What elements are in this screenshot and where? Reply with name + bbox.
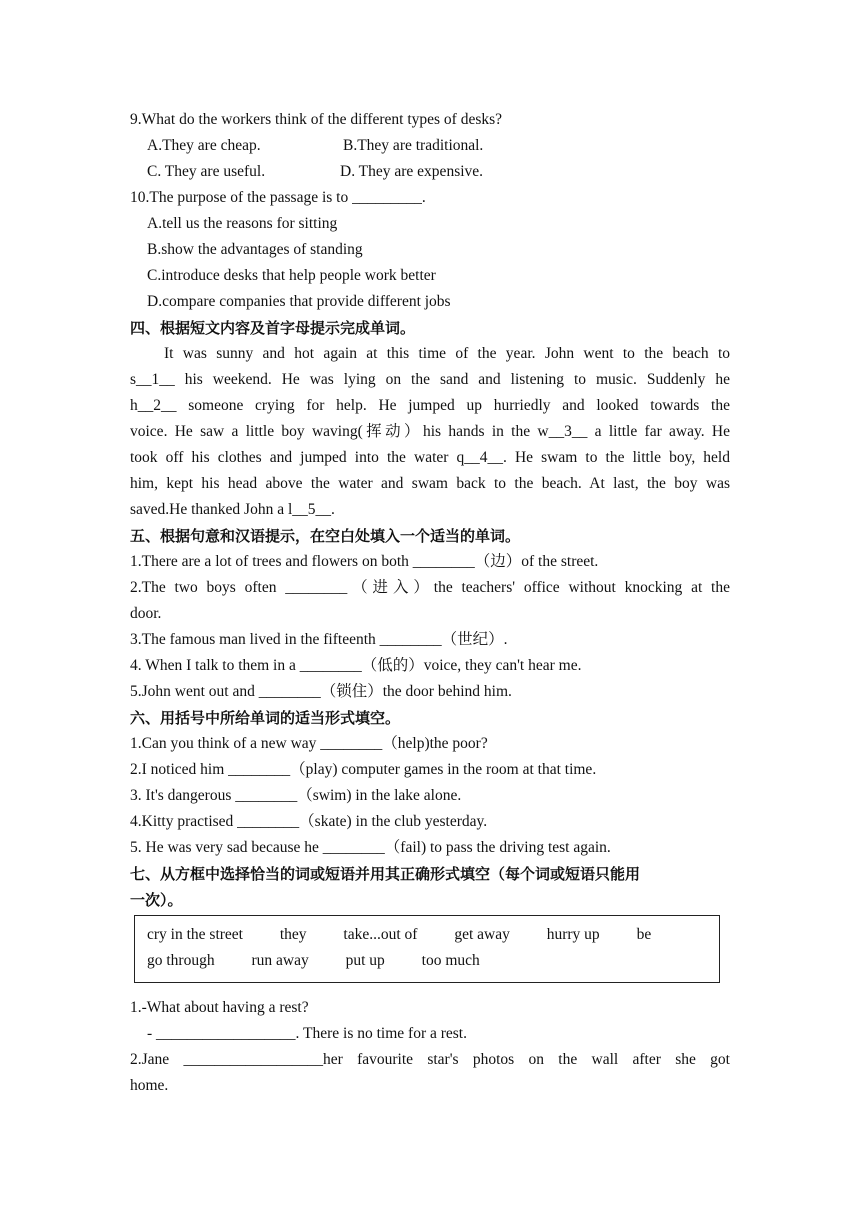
word-bank-row	[147, 948, 719, 974]
section6-item: 2.I noticed him ________（play) computer games in the room at that time.	[130, 761, 597, 778]
section5-item: 1.There are a lot of trees and flowers on both ________（边）of the street.	[130, 553, 599, 570]
section6-item: 3. It's dangerous ________（swim) in the lake alone.	[130, 787, 462, 804]
section5-heading: 五、根据句意和汉语提示，在空白处填入一个适当的单词。	[130, 527, 521, 545]
section7-q2: 2.Jane __________________her favourite star's photos on the wall after she got	[130, 1051, 730, 1068]
section5-item: 2.The two boys often ________（进入）the teachers' office without knocking at the	[130, 579, 730, 596]
section5-item-continued: door.	[130, 605, 162, 622]
word-bank-item: hurry up	[546, 926, 600, 943]
passage-line: s__1__ his weekend. He was lying on the sand and listening to music. Suddenly he	[130, 371, 730, 388]
section6-item: 1.Can you think of a new way ________（help)the poor?	[130, 735, 488, 752]
word-bank-row	[147, 922, 719, 948]
q10-stem: 10.The purpose of the passage is to _________.	[130, 189, 426, 206]
section4-heading: 四、根据短文内容及首字母提示完成单词。	[130, 319, 416, 337]
section4-passage	[130, 341, 730, 523]
word-bank-item: put up	[345, 952, 385, 969]
word-bank-item: run away	[251, 952, 309, 969]
section5-item: 3.The famous man lived in the fifteenth ________（世纪）.	[130, 631, 508, 648]
q10-option-d: D.compare companies that provide different jobs	[147, 293, 451, 310]
worksheet-page	[130, 107, 730, 1099]
q9-option-d: D. They are expensive.	[340, 163, 484, 180]
section5-item: 5.John went out and ________（锁住）the door behind him.	[130, 683, 512, 700]
section7-q1: 1.-What about having a rest?	[130, 999, 309, 1016]
passage-line: voice. He saw a little boy waving(挥动）his hands in the w__3__ a little far away. He	[130, 423, 730, 440]
section7-q2-continued: home.	[130, 1077, 169, 1094]
q10-option-c: C.introduce desks that help people work better	[147, 267, 436, 284]
section6-item: 5. He was very sad because he ________（fail) to pass the driving test again.	[130, 839, 611, 856]
passage-line: It was sunny and hot again at this time of the year. John went to the beach to	[164, 345, 730, 362]
word-bank-box	[134, 915, 720, 983]
q9-stem: 9.What do the workers think of the different types of desks?	[130, 111, 503, 128]
section7-heading: 七、从方框中选择恰当的词或短语并用其正确形式填空（每个词或短语只能用	[130, 865, 641, 883]
passage-line: took off his clothes and jumped into the water q__4__. He swam to the little boy, held	[130, 449, 730, 466]
q9-option-b: B.They are traditional.	[343, 137, 484, 154]
passage-line: him, kept his head above the water and swam back to the beach. At last, the boy was	[130, 475, 730, 492]
word-bank-item: be	[636, 926, 652, 943]
section6-heading: 六、用括号中所给单词的适当形式填空。	[130, 709, 401, 727]
word-bank-item: take...out of	[343, 926, 418, 943]
section7-q1-response: - __________________. There is no time for a rest.	[147, 1025, 467, 1042]
q9-option-c: C. They are useful.	[147, 163, 266, 180]
section7-heading-continued: 一次）。	[130, 891, 183, 909]
q9-option-a: A.They are cheap.	[147, 137, 261, 154]
section5-item: 4. When I talk to them in a ________（低的）voice, they can't hear me.	[130, 657, 582, 674]
word-bank-item: get away	[454, 926, 510, 943]
q10-option-a: A.tell us the reasons for sitting	[147, 215, 338, 232]
q9-options-ab	[130, 133, 730, 159]
section6-item: 4.Kitty practised ________（skate) in the club yesterday.	[130, 813, 488, 830]
passage-line: saved.He thanked John a l__5__.	[130, 501, 335, 518]
word-bank-item: they	[279, 926, 307, 943]
passage-line: h__2__ someone crying for help. He jumped up hurriedly and looked towards the	[130, 397, 730, 414]
word-bank-item: go through	[147, 952, 215, 969]
q10-option-b: B.show the advantages of standing	[147, 241, 363, 258]
word-bank-item: cry in the street	[147, 926, 243, 943]
q9-options-cd	[130, 159, 730, 185]
word-bank-item: too much	[421, 952, 480, 969]
